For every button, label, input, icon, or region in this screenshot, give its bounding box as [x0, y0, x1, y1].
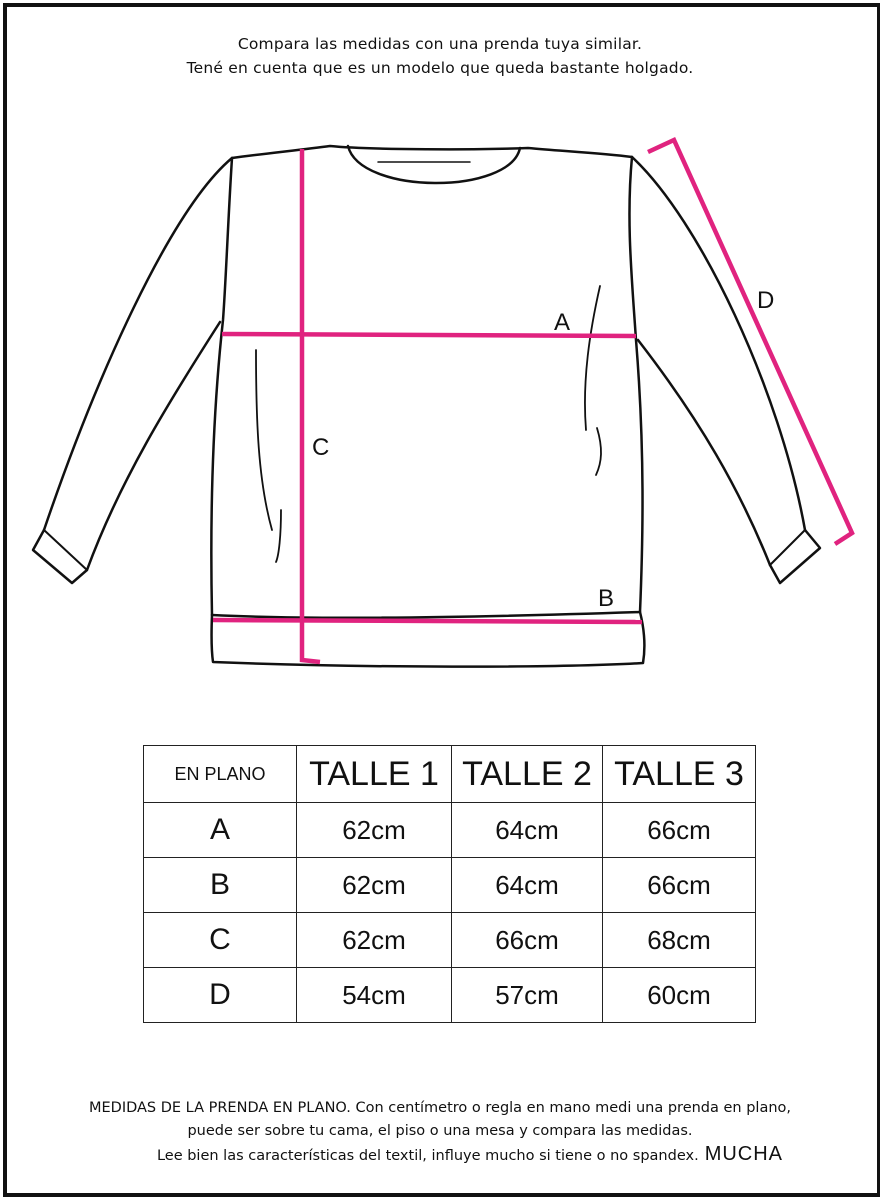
table-cell: 68cm	[603, 913, 756, 968]
table-cell: 66cm	[452, 913, 603, 968]
intro-line-2: Tené en cuenta que es un modelo que queda bastante holgado.	[186, 59, 694, 77]
footer-text	[0, 1097, 880, 1168]
size-header-2: TALLE 2	[452, 746, 603, 803]
measure-line-c	[302, 149, 320, 662]
label-b: B	[598, 585, 615, 612]
table-cell: 64cm	[452, 858, 603, 913]
measure-lines	[213, 140, 852, 662]
table-corner-label: EN PLANO	[144, 746, 297, 803]
table-cell: 66cm	[603, 803, 756, 858]
table-cell: 64cm	[452, 803, 603, 858]
row-label: B	[144, 858, 297, 913]
table-header-row	[144, 746, 756, 803]
table-cell: 60cm	[603, 968, 756, 1023]
footer-line-1: MEDIDAS DE LA PRENDA EN PLANO. Con centímetro o regla en mano medi una prenda en plano,	[88, 1100, 792, 1116]
size-header-3: TALLE 3	[603, 746, 756, 803]
label-c: C	[312, 434, 330, 461]
row-label: C	[144, 913, 297, 968]
table-row	[144, 968, 756, 1023]
measure-line-d	[648, 140, 852, 544]
table-cell: 57cm	[452, 968, 603, 1023]
table-row	[144, 913, 756, 968]
label-d: D	[757, 287, 775, 314]
row-label: A	[144, 803, 297, 858]
label-a: A	[554, 309, 571, 336]
intro-line-1: Compara las medidas con una prenda tuya similar.	[237, 35, 643, 53]
table-row	[144, 858, 756, 913]
measure-line-b	[213, 620, 642, 622]
footer-line-3-wrap	[0, 1143, 880, 1168]
measure-line-a	[222, 334, 636, 336]
table-row	[144, 803, 756, 858]
brand-logo: MUCHA	[704, 1143, 784, 1165]
row-label: D	[144, 968, 297, 1023]
table-cell: 54cm	[297, 968, 452, 1023]
table-cell: 62cm	[297, 913, 452, 968]
table-cell: 62cm	[297, 858, 452, 913]
table-cell: 66cm	[603, 858, 756, 913]
size-header-1: TALLE 1	[297, 746, 452, 803]
footer-line-2: puede ser sobre tu cama, el piso o una mesa y compara las medidas.	[187, 1123, 693, 1139]
size-table	[143, 745, 756, 1023]
footer-line-3: Lee bien las características del textil, influye mucho si tiene o no spandex.	[156, 1148, 699, 1164]
sweater-outline	[33, 146, 820, 667]
table-cell: 62cm	[297, 803, 452, 858]
